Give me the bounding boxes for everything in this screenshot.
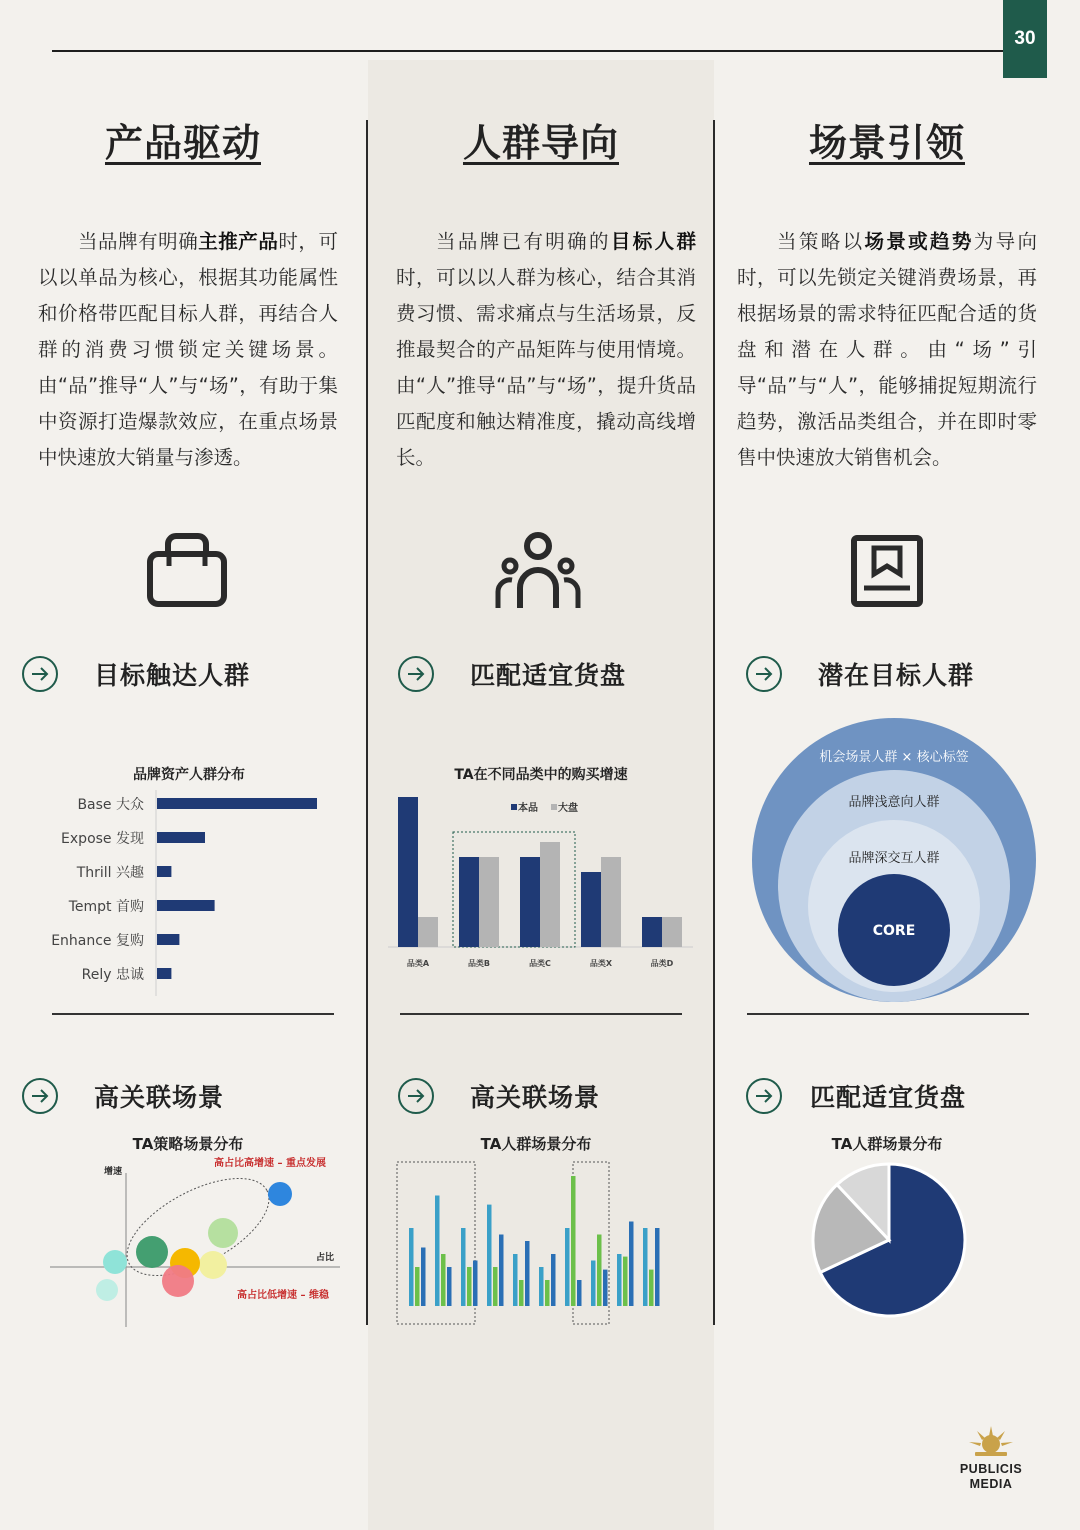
chart-title: TA在不同品类中的购买增速 — [454, 767, 628, 783]
chart-title: TA人群场景分布 — [480, 1135, 592, 1153]
outer-circle-label: 机会场景人群 × 核心标签 — [819, 750, 969, 765]
category-label: 品类C — [529, 959, 551, 968]
category-label: Base 大众 — [77, 797, 144, 813]
bar — [617, 1254, 622, 1306]
bar — [520, 857, 540, 947]
bar — [577, 1280, 582, 1306]
section-title: 高关联场景 — [94, 1083, 225, 1112]
bar — [157, 798, 317, 809]
bar — [398, 797, 418, 947]
chart-title: TA策略场景分布 — [132, 1135, 244, 1153]
arrow-right-circle-icon — [398, 656, 434, 692]
bubble — [199, 1251, 227, 1279]
bubble — [96, 1279, 118, 1301]
bar — [157, 832, 205, 843]
section-header — [746, 652, 974, 696]
bar — [540, 842, 560, 947]
publicis-media-logo — [946, 1424, 1036, 1492]
bar — [157, 900, 215, 911]
section-title: 高关联场景 — [470, 1083, 601, 1112]
section-title: 匹配适宜货盘 — [470, 661, 627, 690]
bar — [157, 934, 179, 945]
bar — [415, 1267, 420, 1306]
category-label: Tempt 首购 — [68, 899, 144, 915]
annotation-low-growth: 高占比低增速 – 维稳 — [237, 1290, 329, 1301]
category-label: Rely 忠诚 — [81, 967, 144, 983]
column-scene-led — [714, 0, 1060, 1530]
bar — [525, 1241, 530, 1306]
bar — [601, 857, 621, 947]
people-group-icon — [493, 526, 583, 616]
section-title: 匹配适宜货盘 — [810, 1083, 967, 1112]
bar — [539, 1267, 544, 1306]
audience-scene-bar-chart — [393, 1158, 683, 1328]
category-label: 品类X — [589, 959, 613, 968]
scene-pie-chart — [809, 1160, 969, 1320]
category-label: Thrill 兴趣 — [76, 865, 144, 881]
bar — [487, 1205, 492, 1306]
bar — [447, 1267, 452, 1306]
bar — [642, 917, 662, 947]
section-rule — [747, 1013, 1029, 1015]
arrow-right-circle-icon — [398, 1078, 434, 1114]
bar — [519, 1280, 524, 1306]
bar — [581, 872, 601, 947]
bar — [473, 1261, 478, 1307]
bar — [603, 1270, 608, 1306]
bar — [629, 1222, 634, 1307]
bar — [157, 968, 171, 979]
bar — [551, 1254, 556, 1306]
arrow-right-circle-icon — [746, 1078, 782, 1114]
section-header — [22, 1074, 224, 1118]
column-title: 人群导向 — [462, 121, 619, 165]
page-number: 30 — [1003, 0, 1047, 78]
column-body-text: 当品牌已有明确的目标人群时，可以以人群为核心，结合其消费习惯、需求痛点与生活场景，反推最契合的产品矩阵与使用情境。由“人”推导“品”与“场”，提升货品匹配度和触达精准度，撬动高线增长。 — [396, 230, 696, 469]
bar — [649, 1270, 654, 1306]
picture-frame-icon — [842, 526, 932, 616]
column-audience-oriented — [368, 0, 714, 1530]
axis-label-x: 占比 — [316, 1253, 335, 1263]
bubble — [103, 1250, 127, 1274]
core-label: CORE — [872, 923, 916, 939]
legend-swatch — [511, 804, 517, 810]
column-body-text: 当品牌有明确主推产品时，可以以单品为核心，根据其功能属性和价格带匹配目标人群，再结合人群的消费习惯锁定关键场景。由“品”推导“人”与“场”，有助于集中资源打造爆款效应，在重点场景中快速放大销量与渗透。 — [38, 230, 338, 469]
category-label: Expose 发现 — [61, 831, 144, 847]
section-title: 潜在目标人群 — [818, 661, 975, 690]
category-label: Enhance 复购 — [51, 933, 144, 949]
brand-asset-bar-chart — [10, 786, 350, 996]
bar — [421, 1248, 426, 1307]
bar — [591, 1261, 596, 1307]
bubble — [162, 1265, 194, 1297]
section-title: 目标触达人群 — [94, 661, 251, 690]
column-product-driven — [10, 0, 356, 1530]
bar — [545, 1280, 550, 1306]
bar — [571, 1176, 576, 1306]
logo-wordmark: PUBLICIS MEDIA — [959, 1462, 1023, 1491]
section-rule — [400, 1013, 682, 1015]
bar — [467, 1267, 472, 1306]
bar — [435, 1196, 440, 1307]
bar — [623, 1257, 628, 1306]
inner-circle-label: 品牌深交互人群 — [848, 851, 940, 866]
column-title: 场景引领 — [808, 121, 965, 165]
publicis-lion-emblem — [965, 1424, 1017, 1458]
arrow-right-circle-icon — [22, 656, 58, 692]
arrow-right-circle-icon — [22, 1078, 58, 1114]
bar — [418, 917, 438, 947]
legend-swatch — [551, 804, 557, 810]
chart-title: 品牌资产人群分布 — [133, 767, 245, 783]
legend-label: 大盘 — [558, 803, 578, 814]
arrow-right-circle-icon — [746, 656, 782, 692]
scenario-bubble-chart — [40, 1155, 350, 1330]
bar — [499, 1235, 504, 1307]
legend-label: 本品 — [518, 803, 538, 814]
section-header — [746, 1074, 966, 1118]
middle-circle-label: 品牌浅意向人群 — [848, 795, 940, 810]
chart-title: TA人群场景分布 — [831, 1135, 943, 1153]
section-header — [22, 652, 250, 696]
bar — [461, 1228, 466, 1306]
bar — [479, 857, 499, 947]
section-rule — [52, 1013, 334, 1015]
annotation-high-growth: 高占比高增速 – 重点发展 — [214, 1158, 326, 1169]
bubble — [268, 1182, 292, 1206]
bar — [409, 1228, 414, 1306]
audience-circles-diagram — [750, 716, 1040, 1006]
section-header — [398, 1074, 600, 1118]
category-growth-bar-chart — [383, 790, 703, 975]
column-body-text: 当策略以场景或趋势为导向时，可以先锁定关键消费场景，再根据场景的需求特征匹配合适的货盘和潜在人群。由“场”引导“品”与“人”，能够捕捉短期流行趋势，激活品类组合，并在即时零售中快速放大销售机会。 — [737, 230, 1037, 469]
category-label: 品类B — [467, 959, 491, 968]
bar — [662, 917, 682, 947]
bar — [157, 866, 171, 877]
category-label: 品类D — [650, 959, 674, 968]
column-title: 产品驱动 — [104, 121, 261, 165]
bar — [565, 1228, 570, 1306]
bar — [597, 1235, 602, 1307]
bubble — [208, 1218, 238, 1248]
bar — [493, 1267, 498, 1306]
bar — [655, 1228, 660, 1306]
shopping-bag-icon — [143, 526, 233, 616]
axis-label-y: 增速 — [104, 1167, 123, 1177]
bar — [459, 857, 479, 947]
bar — [441, 1254, 446, 1306]
bubble — [136, 1236, 168, 1268]
category-label: 品类A — [406, 959, 430, 968]
bar — [643, 1228, 648, 1306]
section-header — [398, 652, 626, 696]
bar — [513, 1254, 518, 1306]
